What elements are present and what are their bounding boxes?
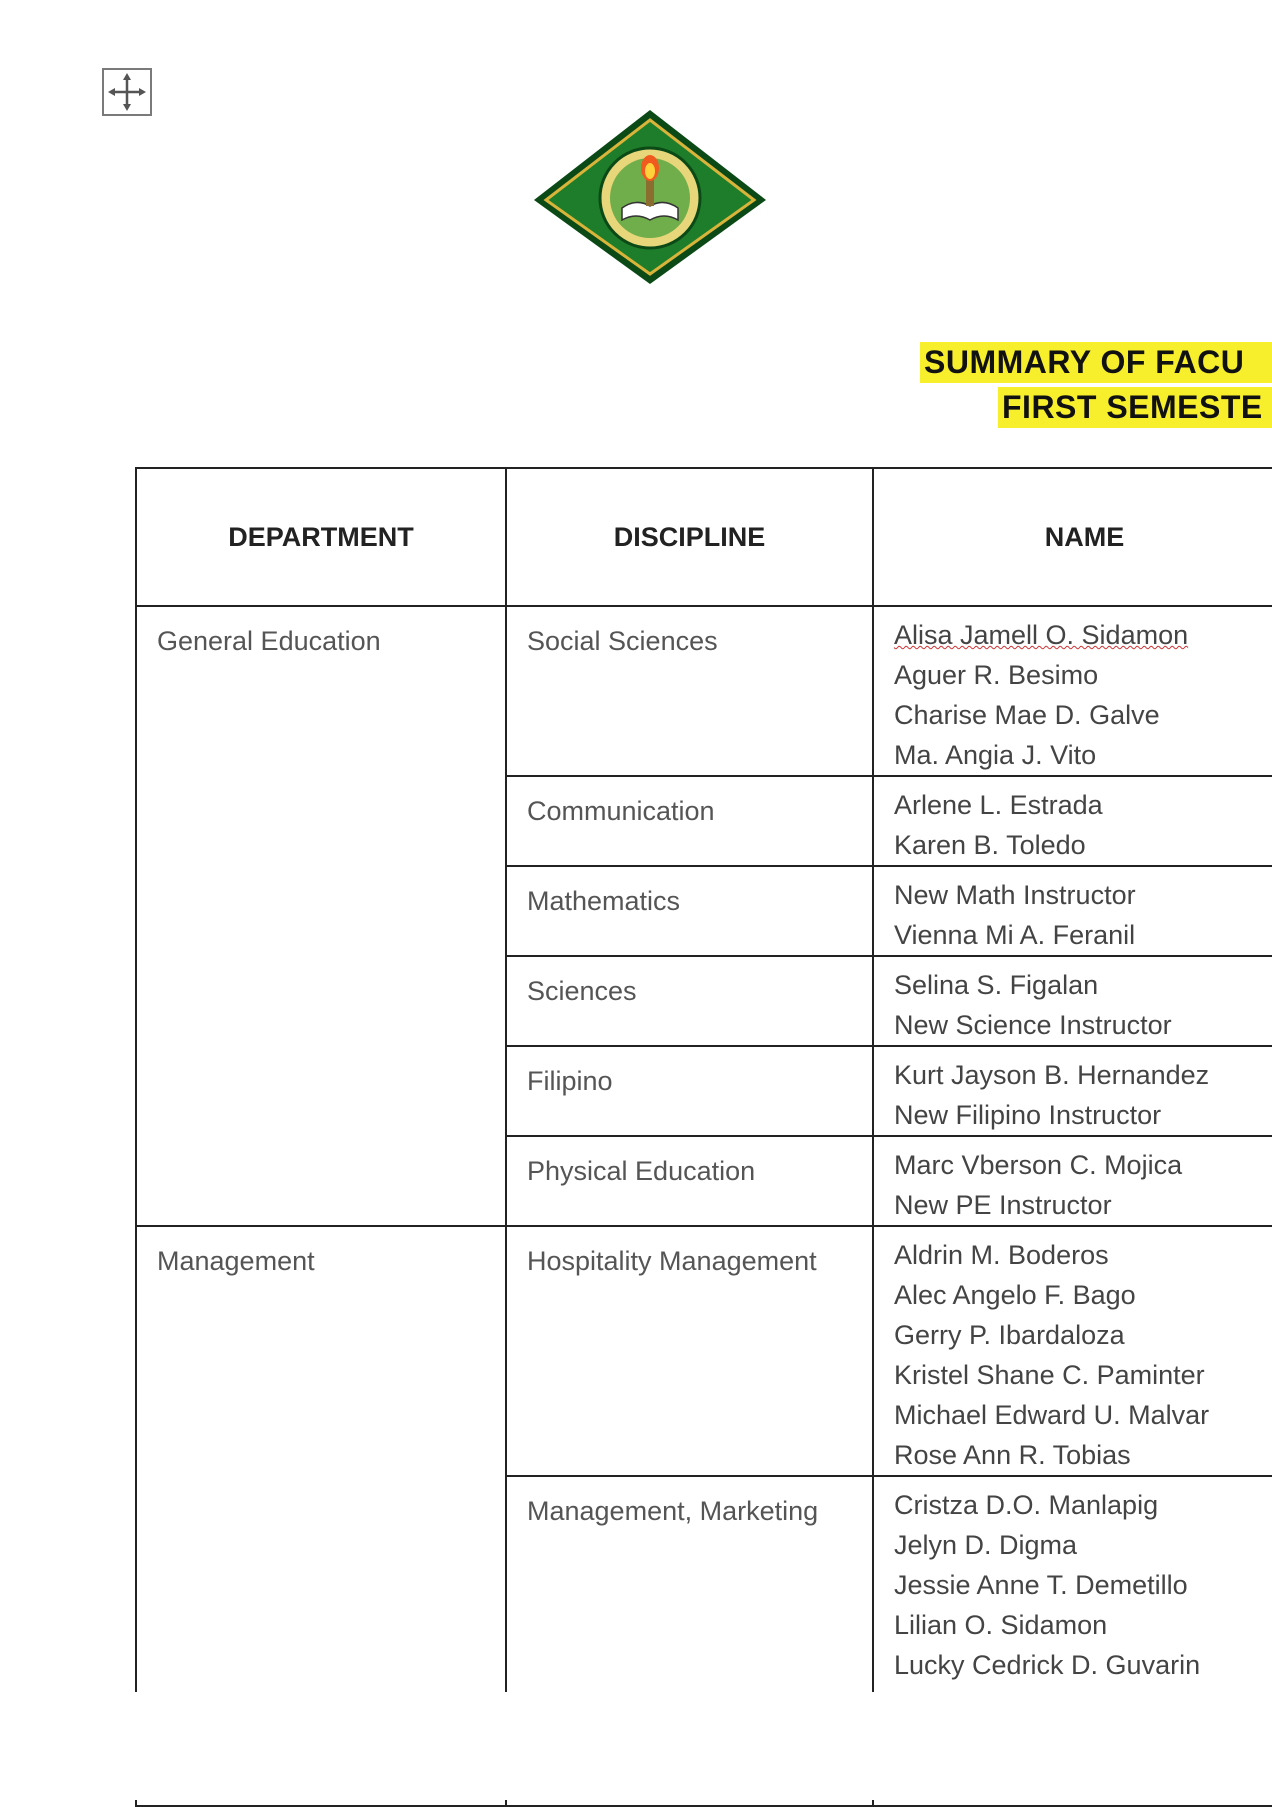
faculty-name: Gerry P. Ibardaloza (894, 1320, 1125, 1350)
faculty-cell (873, 606, 1272, 776)
faculty-name: Lucky Cedrick D. Guvarin (894, 1650, 1201, 1680)
discipline-cell: Management, Marketing (506, 1476, 873, 1726)
faculty-name: Jessie Anne T. Demetillo (894, 1570, 1188, 1600)
faculty-name: Alisa Jamell O. Sidamon (894, 620, 1189, 650)
title-line-2: FIRST SEMESTE (998, 387, 1272, 428)
table-row (136, 1226, 1272, 1476)
faculty-cell (873, 1476, 1272, 1726)
discipline-cell: Social Sciences (506, 606, 873, 776)
faculty-name: Aguer R. Besimo (894, 660, 1099, 690)
discipline-cell: Communication (506, 776, 873, 866)
faculty-name: Ma. Angia J. Vito (894, 740, 1097, 770)
table-move-handle[interactable] (102, 68, 152, 116)
discipline-cell: Sciences (506, 956, 873, 1046)
department-cell: Management (136, 1226, 506, 1806)
university-seal-logo (530, 108, 770, 288)
table-row (136, 606, 1272, 776)
faculty-name: Karen B. Toledo (894, 830, 1086, 860)
faculty-cell (873, 866, 1272, 956)
faculty-name: Rose Ann R. Tobias (894, 1440, 1131, 1470)
discipline-cell: Mathematics (506, 866, 873, 956)
faculty-name: Marc Vberson C. Mojica (894, 1150, 1183, 1180)
discipline-cell: Physical Education (506, 1136, 873, 1226)
header-name: NAME (873, 468, 1272, 606)
faculty-name: Charise Mae D. Galve (894, 700, 1160, 730)
faculty-name: Vienna Mi A. Feranil (894, 920, 1136, 950)
discipline-cell: Hospitality Management (506, 1226, 873, 1476)
faculty-cell (873, 1136, 1272, 1226)
faculty-name: Alec Angelo F. Bago (894, 1280, 1136, 1310)
faculty-name: Jelyn D. Digma (894, 1530, 1078, 1560)
move-arrows-icon (104, 70, 150, 114)
faculty-name: Michael Edward U. Malvar (894, 1400, 1210, 1430)
document-title (920, 342, 1272, 428)
title-line-1: SUMMARY OF FACU (920, 342, 1272, 383)
faculty-name: Arlene L. Estrada (894, 790, 1103, 820)
faculty-name: New PE Instructor (894, 1190, 1112, 1220)
faculty-table (135, 467, 1272, 1807)
discipline-cell: Filipino (506, 1046, 873, 1136)
faculty-name: Selina S. Figalan (894, 970, 1099, 1000)
table-header-row (136, 468, 1272, 606)
faculty-cell (873, 956, 1272, 1046)
header-department: DEPARTMENT (136, 468, 506, 606)
faculty-name: Kurt Jayson B. Hernandez (894, 1060, 1210, 1090)
faculty-name: Kristel Shane C. Paminter (894, 1360, 1205, 1390)
header-discipline: DISCIPLINE (506, 468, 873, 606)
faculty-name: New Filipino Instructor (894, 1100, 1162, 1130)
faculty-name: Lilian O. Sidamon (894, 1610, 1108, 1640)
faculty-name: New Science Instructor (894, 1010, 1172, 1040)
faculty-name: Aldrin M. Boderos (894, 1240, 1109, 1270)
faculty-name: Cristza D.O. Manlapig (894, 1490, 1159, 1520)
faculty-name: New Math Instructor (894, 880, 1136, 910)
page-bottom-margin (0, 1692, 1272, 1800)
faculty-cell (873, 1046, 1272, 1136)
faculty-cell (873, 776, 1272, 866)
faculty-cell (873, 1226, 1272, 1476)
department-cell: General Education (136, 606, 506, 1226)
